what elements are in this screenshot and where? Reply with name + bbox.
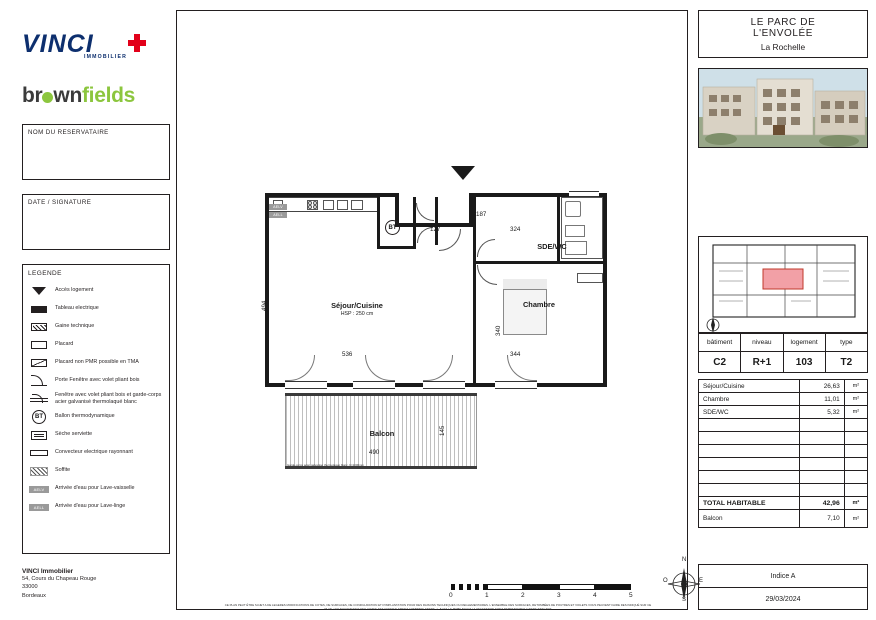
bt-circle-icon: BT [27,410,51,424]
scale-segment [451,584,487,590]
access-arrow-icon [451,166,475,180]
floor-plan-panel [176,10,704,612]
surface-value: 5,32 [800,406,844,419]
company-address-1: 54, Cours du Chapeau Rouge [22,576,97,582]
legend-item-label: Porte Fenêtre avec volet pliant bois [55,377,140,384]
legend-item-label: Placard [55,341,74,348]
room-name-chambre: Chambre [522,300,556,309]
legend-item [23,336,169,354]
surface-unit [844,419,867,432]
compass-s: S [682,597,687,603]
dim-balcon-width: 490 [369,449,380,456]
balcon-value: 7,10 [800,510,844,528]
project-city: La Rochelle [760,41,806,52]
surface-label [699,445,800,458]
washing-machine-icon [351,200,363,210]
room-label-sejour [297,301,417,317]
surface-label: SDE/WC [699,406,800,419]
company-name: VINCI Immobilier [22,568,74,575]
company-footer [22,568,172,600]
dim-left-vertical: 494 [261,300,268,311]
scale-tick-5: 5 [629,592,633,599]
soffit-icon [27,464,51,478]
surface-label [699,484,800,497]
wc-icon [565,201,581,217]
surface-label [699,458,800,471]
surface-label: Séjour/Cuisine [699,380,800,393]
dim-balcon-depth: 145 [439,425,446,436]
wall-hall-left [435,197,438,245]
closet-no-pmr-icon [27,356,51,370]
meta-value-niveau: R+1 [741,352,783,372]
door-swing-icon [439,229,461,251]
room-sub-sejour: HSP : 250 cm [340,311,374,317]
vinci-subtitle: IMMOBILIER [84,54,128,60]
compass-e: E [699,578,704,584]
closet-icon [27,338,51,352]
scale-segment [487,584,523,590]
triangle-access-icon [27,284,51,298]
table-row [699,471,868,484]
plan-date: 29/03/2024 [765,596,801,603]
project-title-line2: L'ENVOLÉE [752,27,814,39]
towel-dryer-icon [27,428,51,442]
legal-disclaimer: CE PLAN PEUT ÊTRE SUJET A DE LEGERES MODIFICATIONS DE COTES, DE SURFACES, DE CONFIGURATION ET D'IMPLANTATION POUR DES RAISONS TECHNIQUES OU REGLEMENTAIRES. L'ENSEMBLE DES SURFACES, RETOMBÉES DE POUTRES ET VOILETS VOUS PEUVENT FAIRE DES INDIQUÉ SUR CE PLAN. LES TOLERANCES DES COTES EST GENERALEMENT COMPRISE ENTRE +/- 5 CM. LE MOBILIER ET LA VEGETATION SONT REPRESENTES A TITRE INDICATIF [224,603,652,612]
left-column [8,8,168,612]
legend-item [23,354,169,372]
surface-label [699,471,800,484]
legend-item-label: Tableau electrique [55,305,99,312]
scale-bar [451,576,651,602]
electric-panel-icon [27,302,51,316]
surface-unit [844,458,867,471]
wall-kitchen-partition [377,197,380,249]
meta-value-type: T2 [840,356,853,368]
window-sejour-1 [285,381,327,389]
balcon-label: Balcon [699,510,800,528]
window-icon [27,392,51,406]
table-row [699,380,868,393]
company-address-2: 33000 [22,584,38,591]
surface-value [800,445,844,458]
reservataire-label: NOM DU RESERVATAIRE [28,129,109,136]
legend-item [23,282,169,300]
table-row-total [699,497,868,510]
table-row [699,406,868,419]
balcon-unit: m² [844,510,867,528]
water-inlet-tag-icon: AELV [27,482,51,496]
dim-hall-top: 127 [430,226,441,233]
lot-meta-values [698,351,868,373]
window-chambre-1 [495,381,537,389]
oven-icon [323,200,334,210]
window-sejour-2 [353,381,395,389]
window-sdewc [569,191,599,197]
room-label-balcon [337,429,427,438]
legend-item-label: Sèche serviette [55,431,93,438]
water-inlet-tag-icon: AELL [27,500,51,514]
compass-n: N [682,557,687,563]
signature-box [22,194,170,250]
location-key-plan [698,236,868,334]
legend-item-label: Arrivée d'eau pour Lave-linge [55,503,126,510]
legend-item [23,408,169,426]
surface-value [800,471,844,484]
legend-title: LEGENDE [28,270,62,277]
legend-item [23,390,169,408]
door-window-icon [27,374,51,388]
dim-chambre-vertical: 340 [495,325,502,336]
room-name-sdewc: SDE/WC [537,242,567,251]
legend-item-label: Soffite [55,467,71,474]
vinci-wordmark: VINCI [22,30,94,58]
surface-unit: m² [844,380,867,393]
total-unit: m² [844,497,867,510]
table-row [699,458,868,471]
table-row [699,393,868,406]
right-column [698,10,868,603]
surface-label [699,419,800,432]
surface-value: 11,01 [800,393,844,406]
surface-value [800,458,844,471]
wall-sdewc-bottom [473,261,607,264]
table-row [699,419,868,432]
compass-o: O [663,578,668,584]
legend-item [23,498,169,516]
wall-chambre-left [473,264,476,383]
project-title-line1: LE PARC DE [750,16,816,28]
wall-left [265,193,269,387]
balcony-edge-top [285,393,477,396]
signature-label: DATE / SIGNATURE [28,199,92,206]
leaf-icon [42,92,53,103]
legend-item-label: Convecteur electrique rayonnant [55,449,133,456]
scale-tick-4: 4 [593,592,597,599]
legend-item [23,462,169,480]
meta-header-niveau: niveau [741,333,783,351]
table-row-balcon [699,510,868,528]
surface-value: 26,63 [800,380,844,393]
surface-unit: m² [844,406,867,419]
surface-unit: m² [844,393,867,406]
window-swing-icon [285,355,315,381]
door-swing-icon [477,265,497,285]
room-name-balcon: Balcon [369,429,395,438]
dim-chambre-bottom: 344 [510,351,521,358]
sink-vanity-icon [565,225,585,237]
scale-segment [559,584,595,590]
scale-segment [523,584,559,590]
legend-item [23,318,169,336]
meta-header-type: type [840,338,853,346]
window-sejour-3 [423,381,465,389]
floor-plan-drawing [177,11,704,612]
brownfields-part2: wn [53,84,82,107]
legend-item [23,426,169,444]
indice-box [698,564,868,610]
legend-item [23,480,169,498]
convector-icon [27,446,51,460]
legend-item-label: Fenêtre avec volet pliant bois et garde-corps acier galvanisé thermolaqué blanc [55,391,162,405]
surface-value [800,432,844,445]
surface-label: Chambre [699,393,800,406]
indice-label: Indice A [699,565,867,588]
window-swing-icon [507,355,537,381]
surface-unit [844,471,867,484]
legend-item-label: Accès logement [55,287,94,294]
meta-value-logement: 103 [784,352,826,372]
balcony-railing-note: Garde-corps acier galvanisé thermolaqué blanc. h=1000mm [287,463,364,467]
legend-list [23,279,169,516]
meta-header-batiment: bâtiment [699,333,741,351]
total-value: 42,96 [800,497,844,510]
surface-value [800,419,844,432]
door-swing-icon [416,203,434,221]
reservataire-box [22,124,170,180]
table-row [699,432,868,445]
meta-header-logement: logement [784,333,826,351]
surface-unit [844,445,867,458]
aell-tag: AELL [269,212,287,218]
dishwasher-icon [337,200,348,210]
total-label: TOTAL HABITABLE [699,497,800,510]
door-swing-icon [477,239,495,257]
legend-item [23,300,169,318]
dim-hall-top-2: 187 [476,211,487,218]
dim-sdewc-top: 324 [510,226,521,233]
legend-item-label: Gaine technique [55,323,95,330]
table-row [699,445,868,458]
scale-tick-3: 3 [557,592,561,599]
legend-item-label: Placard non PMR possible en TMA [55,359,139,366]
technical-duct-icon [27,320,51,334]
ballon-thermo-bt-icon: BT [385,220,400,235]
dim-sejour-bottom: 536 [342,351,353,358]
surface-label [699,432,800,445]
legend-item [23,444,169,462]
project-photo [698,68,868,148]
brownfields-part1: br [22,84,43,107]
surface-unit [844,484,867,497]
meta-value-batiment: C2 [699,352,741,372]
wall-sdewc-right [557,197,560,261]
scale-segment [595,584,631,590]
company-address-3: Bordeaux [22,592,46,599]
table-row [699,484,868,497]
aelv-tag: AELV [269,204,287,210]
vinci-cross-icon [128,34,146,52]
closet-chambre [577,273,603,283]
legend-item [23,372,169,390]
scale-tick-0: 0 [449,592,453,599]
surface-value [800,484,844,497]
surface-unit [844,432,867,445]
scale-tick-1: 1 [485,592,489,599]
wall-right [603,193,607,387]
legend-item-label: Arrivée d'eau pour Lave-vaisselle [55,485,135,492]
window-swing-icon [365,355,395,381]
room-label-chambre [499,300,579,309]
room-label-sdewc [507,242,597,251]
wall-bt-closet-bottom [377,246,413,249]
brownfields-logo [22,84,172,110]
kitchen-counter-line [269,197,377,198]
surfaces-table [698,379,868,528]
scale-tick-2: 2 [521,592,525,599]
legend-box [22,264,170,554]
legend-item-label: Ballon thermodynamique [55,413,115,420]
room-name-sejour: Séjour/Cuisine [331,301,383,310]
project-title-box [698,10,868,58]
window-swing-icon [423,355,453,381]
brownfields-part3: fields [81,84,136,107]
lot-meta-headers [698,332,868,352]
vinci-immobilier-logo [22,30,162,64]
